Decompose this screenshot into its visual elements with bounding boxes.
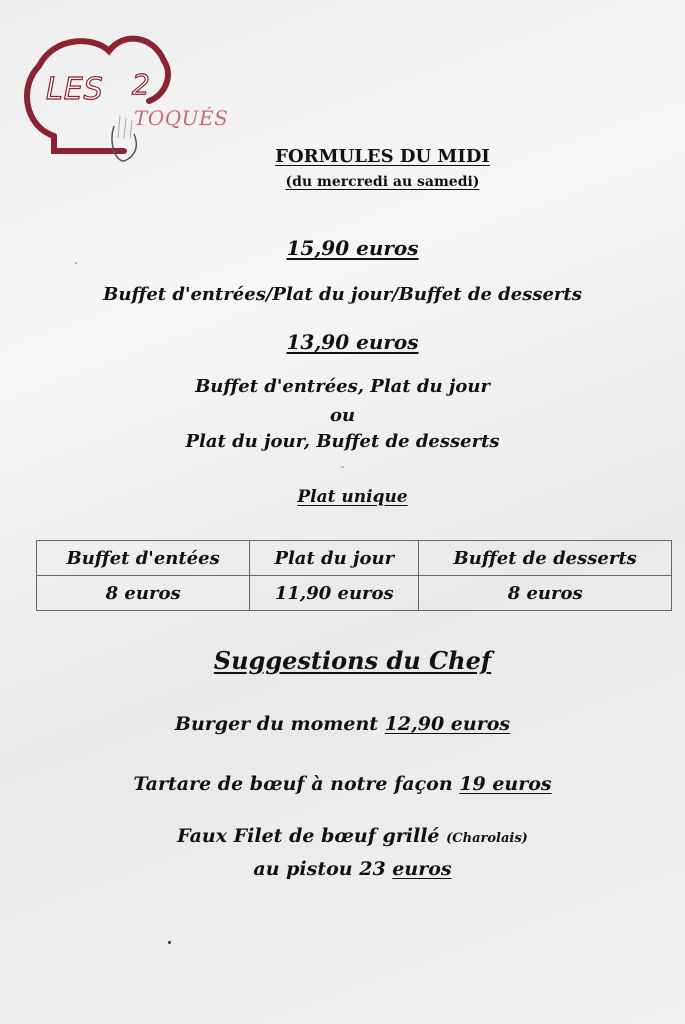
- suggestion-name: Burger du moment: [174, 713, 379, 735]
- logo-text-les: LES: [46, 72, 104, 107]
- suggestion-item: [0, 773, 685, 795]
- formule2-option2: Plat du jour, Buffet de desserts: [185, 431, 500, 452]
- table-row: [37, 541, 672, 576]
- plat-unique-title: Plat unique: [297, 487, 408, 507]
- suggestion-price-unit: euros: [392, 858, 452, 880]
- menu-subtitle: (du mercredi au samedi): [285, 174, 480, 190]
- logo-text-toques: TOQUÉS: [134, 106, 229, 130]
- suggestion-item: [0, 713, 685, 735]
- suggestion-item: [10, 825, 685, 847]
- logo-text-number: 2: [132, 68, 150, 101]
- suggestion-name: Tartare de bœuf à notre façon: [133, 773, 453, 795]
- table-header-cell: Buffet d'entées: [37, 541, 250, 576]
- suggestion-price: 12,90 euros: [384, 713, 511, 735]
- speck-mark: [75, 262, 77, 264]
- speck-mark: [168, 941, 171, 944]
- suggestion-name: au pistou: [253, 858, 353, 880]
- formule2-dash: -: [340, 462, 345, 473]
- table-row: [37, 576, 672, 611]
- menu-title: FORMULES DU MIDI: [275, 146, 490, 167]
- table-price-cell: 8 euros: [37, 576, 250, 611]
- suggestion-name: Faux Filet de bœuf grillé: [177, 825, 440, 847]
- formule1-content: Buffet d'entrées/Plat du jour/Buffet de desserts: [103, 284, 582, 305]
- table-price-cell: 11,90 euros: [250, 576, 419, 611]
- table-header-cell: Plat du jour: [250, 541, 419, 576]
- formule2-price: 13,90 euros: [286, 330, 419, 354]
- suggestion-price-num: 23: [359, 858, 386, 880]
- plat-unique-table: [36, 540, 672, 611]
- suggestion-item-cont: [10, 858, 685, 880]
- suggestion-price: 19 euros: [459, 773, 552, 795]
- table-price-cell: 8 euros: [419, 576, 672, 611]
- table-header-cell: Buffet de desserts: [419, 541, 672, 576]
- formule1-price: 15,90 euros: [286, 236, 419, 260]
- suggestions-title: Suggestions du Chef: [213, 646, 492, 675]
- formule2-option1: Buffet d'entrées, Plat du jour: [195, 376, 490, 397]
- suggestion-note: (Charolais): [446, 831, 528, 846]
- formule2-separator: ou: [329, 405, 356, 426]
